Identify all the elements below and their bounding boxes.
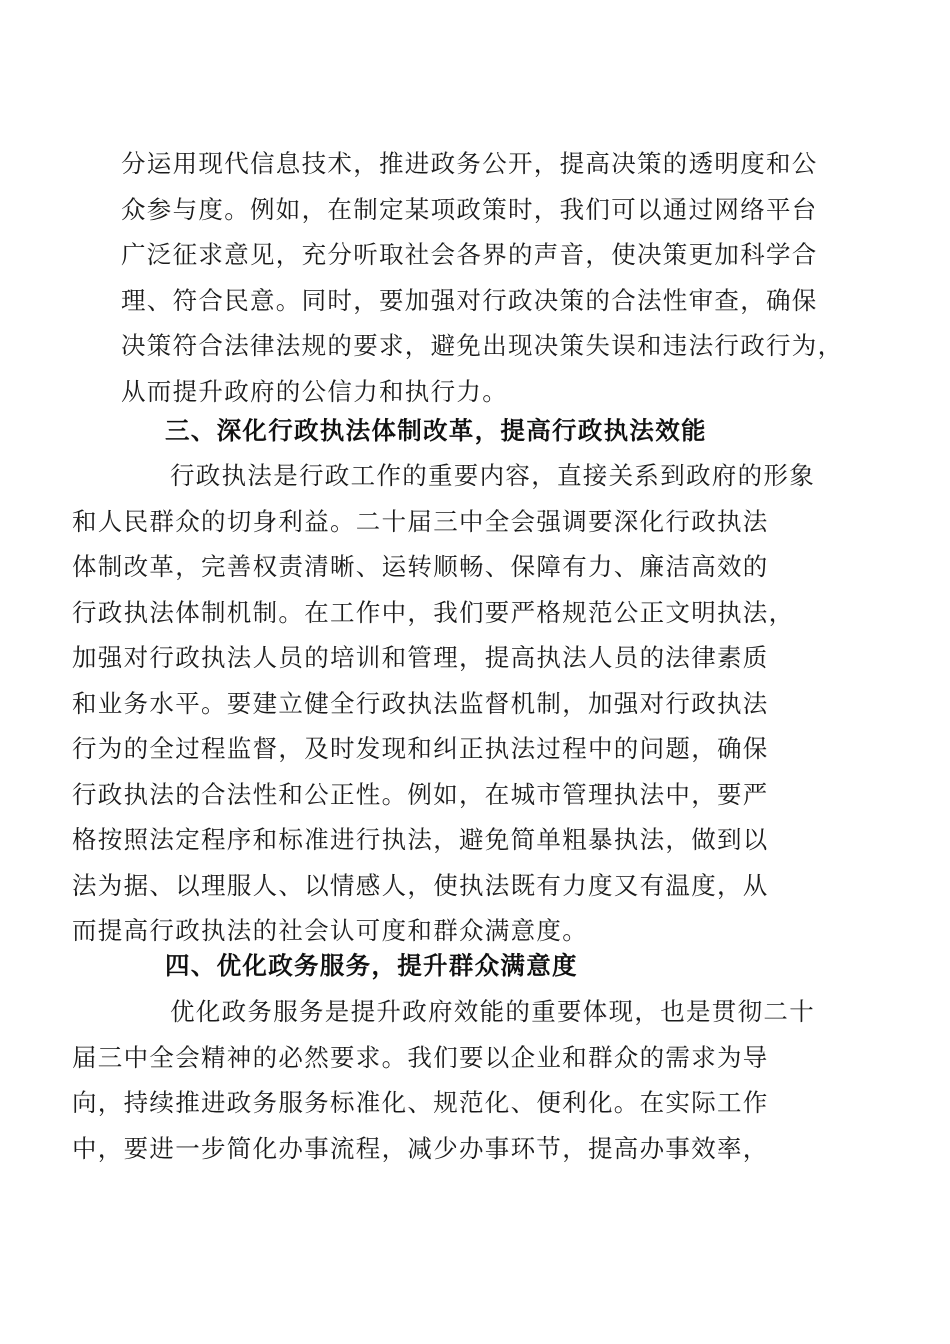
text-line: 决策符合法律法规的要求，避免出现决策失误和违法行政行为， [121, 331, 844, 360]
section-heading-4: 四、优化政务服务，提升群众满意度 [165, 951, 578, 980]
text-line: 和业务水平。要建立健全行政执法监督机制，加强对行政执法 [72, 688, 769, 718]
text-line: 和人民群众的切身利益。二十届三中全会强调要深化行政执法 [72, 506, 769, 536]
text-line: 届三中全会精神的必然要求。我们要以企业和群众的需求为导 [72, 1042, 769, 1072]
text-line: 法为据、以理服人、以情感人，使执法既有力度又有温度，从 [72, 870, 769, 900]
text-line: 优化政务服务是提升政府效能的重要体现，也是贯彻二十 [170, 997, 815, 1026]
text-line: 行政执法是行政工作的重要内容，直接关系到政府的形象 [170, 461, 815, 490]
paragraph-section-4 [72, 989, 833, 1171]
text-line: 广泛征求意见，充分听取社会各界的声音，使决策更加科学合 [121, 240, 818, 269]
text-line: 行为的全过程监督，及时发现和纠正执法过程中的问题，确保 [72, 734, 769, 763]
text-line: 格按照法定程序和标准进行执法，避免简单粗暴执法，做到以 [72, 825, 769, 854]
section-heading-3: 三、深化行政执法体制改革，提高行政执法效能 [165, 416, 707, 445]
text-line: 向，持续推进政务服务标准化、规范化、便利化。在实际工作 [72, 1088, 769, 1117]
text-line: 体制改革，完善权责清晰、运转顺畅、保障有力、廉洁高效的 [72, 552, 769, 581]
text-line: 分运用现代信息技术，推进政务公开，提高决策的透明度和公 [121, 149, 818, 178]
text-line: 从而提升政府的公信力和执行力。 [121, 376, 508, 406]
text-line: 而提高行政执法的社会认可度和群众满意度。 [72, 916, 588, 945]
text-line: 理、符合民意。同时，要加强对行政决策的合法性审查，确保 [121, 285, 818, 315]
text-line: 行政执法体制机制。在工作中，我们要严格规范公正文明执法， [72, 597, 795, 627]
text-line: 中，要进一步简化办事流程，减少办事环节，提高办事效率， [72, 1133, 769, 1163]
paragraph-continuation [121, 141, 844, 414]
paragraph-section-3 [72, 453, 833, 954]
text-line: 加强对行政执法人员的培训和管理，提高执法人员的法律素质 [72, 643, 769, 672]
text-line: 行政执法的合法性和公正性。例如，在城市管理执法中，要严 [72, 779, 769, 809]
text-line: 众参与度。例如，在制定某项政策时，我们可以通过网络平台 [121, 194, 818, 224]
